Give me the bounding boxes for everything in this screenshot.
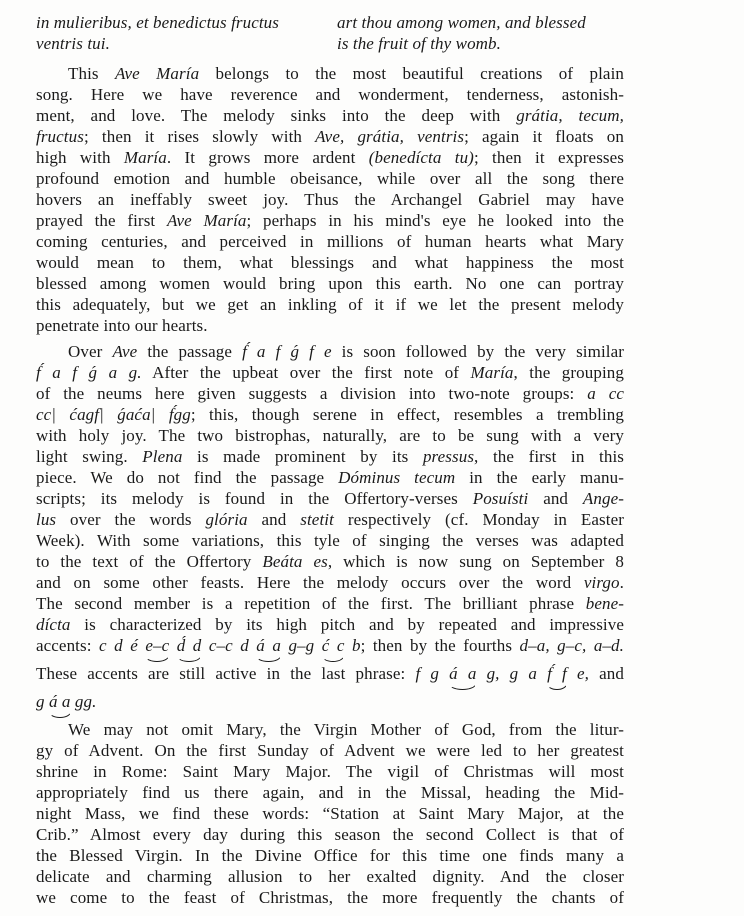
text-line xyxy=(36,147,624,168)
text-line xyxy=(36,761,624,782)
text-segment: and xyxy=(589,664,624,683)
text-segment: of the neums here given suggests a division into two-note groups: xyxy=(36,384,588,403)
slurred-note-group: f́ f xyxy=(547,664,567,683)
text-segment: , the first in this xyxy=(474,447,624,466)
text-segment: ; again it floats on xyxy=(464,127,624,146)
text-line xyxy=(36,887,624,908)
text-segment: f g xyxy=(415,664,450,683)
text-line xyxy=(36,467,624,488)
text-line xyxy=(36,572,624,593)
text-line xyxy=(36,294,624,315)
text-line xyxy=(36,719,624,740)
slurred-note-group: e–c xyxy=(145,636,170,655)
text-segment: delicate and charming allusion to her exalted dignity. And the closer xyxy=(36,867,624,886)
text-segment: ; then by the fourths xyxy=(360,636,520,655)
slurred-note-group: á a xyxy=(256,636,281,655)
text-line xyxy=(36,362,624,383)
text-line xyxy=(36,84,624,105)
text-segment: g, g a xyxy=(476,664,548,683)
text-segment: ment, and love. The melody sinks into the deep with xyxy=(36,106,517,125)
text-segment: g–g xyxy=(280,636,322,655)
slurred-note-group: á a xyxy=(449,664,477,683)
text-segment: Dóminus tecum xyxy=(338,468,456,487)
text-line xyxy=(36,740,624,761)
text-line xyxy=(36,126,624,147)
text-segment: virgo xyxy=(583,573,620,592)
text-segment: is characterized by its high pitch and by repeated and impressive xyxy=(70,615,624,634)
text-line xyxy=(36,551,624,572)
text-segment: María xyxy=(470,363,514,382)
text-segment: , which is now sung on September 8 xyxy=(327,552,624,571)
text-segment: gg. xyxy=(70,692,97,711)
text-segment: blessed among women would bring upon this earth. No one can portray xyxy=(36,274,624,293)
text-segment: b xyxy=(344,636,361,655)
slurred-note-group: ć c xyxy=(321,636,345,655)
text-line xyxy=(36,530,624,551)
text-line xyxy=(36,803,624,824)
text-segment: ; this, though serene in effect, resembles a trembling xyxy=(190,405,624,424)
text-line xyxy=(36,691,624,712)
text-segment: shrine in Rome: Saint Mary Major. The vigil of Christmas will most xyxy=(36,762,624,781)
text-segment: Plena xyxy=(142,447,183,466)
paragraph-melody-analysis xyxy=(36,341,624,712)
text-line xyxy=(36,425,624,446)
text-segment: fructus xyxy=(36,127,84,146)
text-segment: a cc xyxy=(587,384,624,403)
text-segment: and xyxy=(528,489,583,508)
text-segment: After the upbeat over the first note of xyxy=(141,363,471,382)
text-segment: over the words xyxy=(56,510,206,529)
text-segment: d–a, g–c, a–d. xyxy=(519,636,624,655)
text-segment: dícta xyxy=(36,615,71,634)
english-line: art thou among women, and blessed xyxy=(337,13,586,32)
text-segment: high with xyxy=(36,148,124,167)
text-line xyxy=(36,341,624,362)
text-line xyxy=(36,824,624,845)
text-segment: glória xyxy=(205,510,248,529)
text-line xyxy=(36,210,624,231)
text-segment: in the early manu- xyxy=(455,468,624,487)
text-segment: e, xyxy=(566,664,590,683)
text-line xyxy=(36,488,624,509)
text-line xyxy=(36,614,624,635)
paragraphs xyxy=(36,63,624,908)
text-segment: Posuísti xyxy=(472,489,529,508)
text-line xyxy=(36,168,624,189)
text-segment: ; then it rises slowly with xyxy=(83,127,316,146)
text-segment: (benedícta tu) xyxy=(368,148,474,167)
text-segment xyxy=(169,636,176,655)
text-segment: to the text of the Offertory xyxy=(36,552,263,571)
text-segment: Ave, grátia, ventris xyxy=(315,127,465,146)
text-segment: gy of Advent. On the first Sunday of Advent we were led to her greatest xyxy=(36,741,624,760)
text-segment: c–c d xyxy=(201,636,257,655)
text-segment: respectively (cf. Monday in Easter xyxy=(333,510,624,529)
text-segment: Ave María xyxy=(114,64,200,83)
text-segment: the Blessed Virgin. In the Divine Office for this time one finds many a xyxy=(36,846,624,865)
text-segment: Ave xyxy=(112,342,138,361)
text-segment: and xyxy=(247,510,301,529)
latin-column xyxy=(36,12,337,54)
english-column xyxy=(337,12,624,54)
text-segment: f́ a f ǵ f e xyxy=(242,342,332,361)
text-segment: . xyxy=(619,573,624,592)
slurred-note-group: á a xyxy=(48,692,71,711)
text-segment: cc| ćagf| ǵaća| f́gg xyxy=(36,405,191,424)
text-segment: Ange- xyxy=(582,489,625,508)
text-segment: ; perhaps in his mind's eye he looked into the xyxy=(246,211,625,230)
text-segment: María xyxy=(123,148,167,167)
text-line xyxy=(36,593,624,614)
paragraph-ave-maria-beauty xyxy=(36,63,624,336)
text-segment: hovers an ineffably sweet joy. Thus the Archangel Gabriel may have xyxy=(36,190,624,209)
text-segment: night Mass, we find these words: “Station at Saint Mary Major, at the xyxy=(36,804,624,823)
text-line xyxy=(36,845,624,866)
translation-columns xyxy=(36,12,624,54)
text-segment: c d é xyxy=(99,636,146,655)
text-line xyxy=(36,782,624,803)
text-line xyxy=(36,189,624,210)
text-segment: scripts; its melody is found in the Offertory-verses xyxy=(36,489,473,508)
text-segment: this adequately, but we get an inkling of it if we let the present melody xyxy=(36,295,624,314)
text-segment: light swing. xyxy=(36,447,143,466)
text-segment: song. Here we have reverence and wonderment, tenderness, astonish- xyxy=(36,85,624,104)
text-segment: the passage xyxy=(137,342,243,361)
text-segment: piece. We do not find the passage xyxy=(36,468,339,487)
text-segment: Week). With some variations, this tyle of singing the verses was adapted xyxy=(36,531,624,550)
text-segment: Ave María xyxy=(166,211,247,230)
text-line xyxy=(36,252,624,273)
text-line xyxy=(36,663,624,684)
text-line xyxy=(36,63,624,84)
text-segment: coming centuries, and perceived in millions of human hearts what Mary xyxy=(36,232,624,251)
text-segment: and on some other feasts. Here the melody occurs over the word xyxy=(36,573,584,592)
text-line xyxy=(36,273,624,294)
text-segment: bene- xyxy=(585,594,624,613)
text-segment: grátia, tecum, xyxy=(516,106,624,125)
text-line xyxy=(36,404,624,425)
text-segment: Beáta es xyxy=(262,552,328,571)
text-segment: . It grows more ardent xyxy=(166,148,369,167)
text-segment: Over xyxy=(68,342,113,361)
text-segment: is made prominent by its xyxy=(182,447,423,466)
text-line xyxy=(36,509,624,530)
text-segment: belongs to the most beautiful creations of plain xyxy=(199,64,624,83)
text-line xyxy=(36,231,624,252)
text-block xyxy=(36,12,624,908)
text-segment: accents: xyxy=(36,636,100,655)
text-line xyxy=(36,446,624,467)
text-segment: , the grouping xyxy=(513,363,624,382)
text-segment: we come to the feast of Christmas, the more frequently the chants of xyxy=(36,888,624,907)
english-line: is the fruit of thy womb. xyxy=(337,34,501,53)
text-segment: with holy joy. The two bistrophas, naturally, are to be sung with a very xyxy=(36,426,624,445)
text-segment: Crib.” Almost every day during this season the second Collect is that of xyxy=(36,825,624,844)
text-segment: profound emotion and humble obeisance, while over all the song there xyxy=(36,169,624,188)
text-segment: appropriately find us there again, and in the Missal, heading the Mid- xyxy=(36,783,624,802)
text-segment: would mean to them, what blessings and what happiness the most xyxy=(36,253,624,272)
text-segment: These accents are still active in the last phrase: xyxy=(36,664,416,683)
text-segment: g xyxy=(36,692,49,711)
paragraph-mary-advent-liturgy xyxy=(36,719,624,908)
text-segment: prayed the first xyxy=(36,211,167,230)
text-segment: penetrate into our hearts. xyxy=(36,316,208,335)
text-segment: pressus xyxy=(422,447,475,466)
text-line xyxy=(36,635,624,656)
slurred-note-group: d́ d xyxy=(176,636,202,655)
text-segment: lus xyxy=(36,510,57,529)
text-segment: ; then it expresses xyxy=(473,148,624,167)
text-segment: We may not omit Mary, the Virgin Mother of God, from the litur- xyxy=(68,720,624,739)
latin-line: in mulieribus, et benedictus fructus xyxy=(36,13,279,32)
text-segment: stetit xyxy=(300,510,334,529)
text-segment: This xyxy=(68,64,115,83)
text-segment: f́ a f ǵ a g. xyxy=(36,363,142,382)
latin-line: ventris tui. xyxy=(36,34,110,53)
text-segment: The second member is a repetition of the first. The brilliant phrase xyxy=(36,594,586,613)
text-line xyxy=(36,105,624,126)
text-line xyxy=(36,866,624,887)
text-line xyxy=(36,383,624,404)
text-line xyxy=(36,315,624,336)
text-segment: is soon followed by the very similar xyxy=(331,342,625,361)
